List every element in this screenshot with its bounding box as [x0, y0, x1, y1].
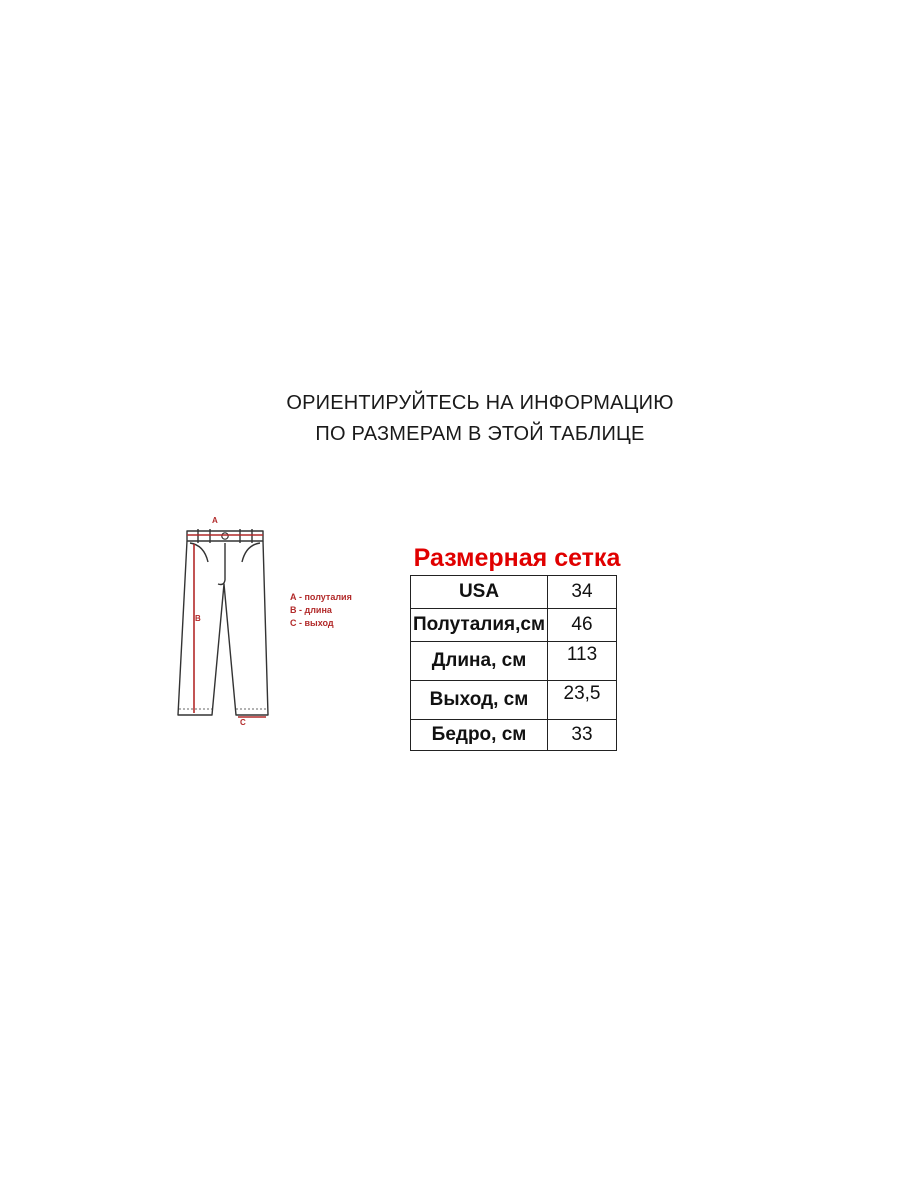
table-row	[411, 609, 617, 642]
diagram-label-c: C	[240, 718, 246, 727]
row-label-usa: USA	[411, 576, 548, 609]
row-label-length: Длина, см	[411, 642, 548, 681]
legend-item-b: В - длина	[290, 605, 332, 615]
size-chart-title: Размерная сетка	[413, 544, 621, 572]
legend-item-a: А - полуталия	[290, 592, 352, 602]
row-label-thigh: Бедро, см	[411, 720, 548, 751]
size-chart-table	[410, 575, 617, 751]
row-value-usa: 34	[548, 576, 617, 609]
instruction-line-2: ПО РАЗМЕРАМ В ЭТОЙ ТАБЛИЦЕ	[315, 423, 645, 445]
table-row	[411, 720, 617, 751]
trousers-outline-icon	[160, 510, 290, 740]
table-row	[411, 576, 617, 609]
row-value-thigh: 33	[548, 720, 617, 751]
diagram-legend	[290, 591, 352, 630]
row-value-half-waist: 46	[548, 609, 617, 642]
row-value-leg-opening: 23,5	[548, 681, 617, 720]
row-label-leg-opening: Выход, см	[411, 681, 548, 720]
legend-item-c: С - выход	[290, 618, 334, 628]
row-label-half-waist: Полуталия,см	[411, 609, 548, 642]
trousers-diagram	[160, 510, 290, 740]
instruction-heading	[180, 388, 780, 450]
table-row	[411, 642, 617, 681]
diagram-label-a: A	[212, 516, 218, 525]
instruction-line-1: ОРИЕНТИРУЙТЕСЬ НА ИНФОРМАЦИЮ	[286, 392, 674, 414]
row-value-length: 113	[548, 642, 617, 681]
diagram-label-b: B	[195, 614, 201, 623]
table-row	[411, 681, 617, 720]
